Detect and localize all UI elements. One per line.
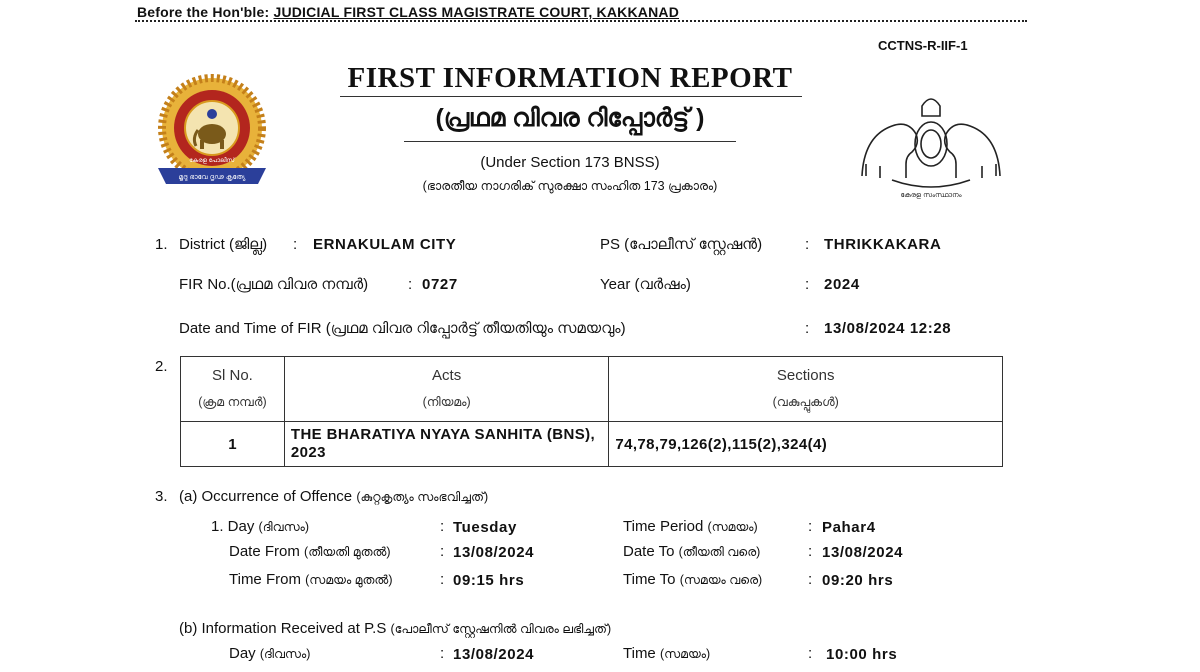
b-time-colon: : — [808, 645, 813, 662]
info-received-label: (b) Information Received at P.S — [179, 620, 387, 637]
fir-datetime-value: 13/08/2024 12:28 — [824, 320, 952, 337]
column-header-sections — [609, 357, 1003, 422]
acts-table-header — [181, 357, 1003, 422]
time-to-colon: : — [808, 571, 813, 588]
fir-colon: : — [408, 276, 413, 293]
column-acts-label: Acts — [432, 367, 462, 384]
date-to-label: Date To — [623, 543, 675, 560]
ps-value: THRIKKAKARA — [824, 236, 942, 253]
b-time-label-group — [623, 645, 710, 662]
occurrence-label: (a) Occurrence of Offence — [179, 488, 353, 505]
period-colon: : — [808, 518, 813, 535]
section-1-number: 1. — [155, 236, 168, 253]
court-prefix: Before the Hon'ble: — [137, 4, 270, 20]
info-received-label-ml: (പോലീസ് സ്റ്റേഷനിൽ വിവരം ലഭിച്ചത്) — [390, 622, 612, 636]
date-to-colon: : — [808, 543, 813, 560]
table-row — [181, 422, 1003, 467]
year-value: 2024 — [824, 276, 860, 293]
period-label-group — [623, 518, 758, 535]
form-code: CCTNS-R-IIF-1 — [878, 38, 968, 53]
date-from-value: 13/08/2024 — [453, 544, 535, 561]
title-ml-underline — [404, 141, 736, 142]
occurrence-label-ml: (കുറ്റകൃത്യം സംഭവിച്ചത്) — [356, 490, 489, 504]
dotted-divider — [135, 20, 1027, 22]
under-section-ml: (ഭാരതീയ നാഗരിക് സുരക്ഷാ സംഹിത 173 പ്രകാരം) — [422, 179, 718, 193]
day-colon: : — [440, 518, 445, 535]
under-section: (Under Section 173 BNSS) — [480, 154, 660, 171]
day-label-ml: (ദിവസം) — [258, 520, 310, 534]
period-label-ml: (സമയം) — [707, 520, 758, 534]
date-to-value: 13/08/2024 — [822, 544, 904, 561]
row-slno: 1 — [181, 422, 285, 467]
day-label: 1. Day — [211, 518, 255, 535]
b-time-label: Time — [623, 645, 656, 662]
period-label: Time Period — [623, 518, 704, 535]
right-elephant-icon — [945, 124, 1000, 178]
date-from-label: Date From — [229, 543, 300, 560]
info-received-heading — [179, 620, 611, 637]
column-sections-label: Sections — [776, 367, 835, 384]
state-emblem — [852, 84, 1010, 202]
column-header-slno — [181, 357, 285, 422]
fir-datetime-colon: : — [805, 320, 810, 337]
b-day-value: 13/08/2024 — [453, 646, 535, 663]
day-label-group — [211, 518, 309, 535]
row-sections: 74,78,79,126(2),115(2),324(4) — [609, 422, 1003, 467]
period-value: Pahar4 — [822, 519, 876, 536]
b-day-label: Day — [229, 645, 256, 662]
left-elephant-icon — [862, 124, 917, 178]
date-to-label-ml: (തീയതി വരെ) — [678, 545, 761, 559]
district-colon: : — [293, 236, 298, 253]
fir-datetime-label: Date and Time of FIR (പ്രഥമ വിവര റിപ്പോർട്ട് തീയതിയും സമയവും) — [179, 320, 626, 337]
section-2-number: 2. — [155, 358, 168, 375]
b-day-label-group — [229, 645, 310, 662]
column-sections-label-ml: (വകുപ്പുകൾ) — [772, 395, 839, 409]
time-to-value: 09:20 hrs — [822, 572, 894, 589]
acts-table — [180, 356, 1003, 467]
year-label: Year (വർഷം) — [600, 276, 691, 293]
time-to-label-ml: (സമയം വരെ) — [679, 573, 763, 587]
column-slno-label-ml: (ക്രമ നമ്പർ) — [198, 395, 267, 409]
section-3-number: 3. — [155, 488, 168, 505]
court-name: JUDICIAL FIRST CLASS MAGISTRATE COURT, KAKKANAD — [273, 4, 680, 20]
date-from-label-group — [229, 543, 391, 560]
ashoka-lion-icon — [922, 99, 940, 116]
date-from-colon: : — [440, 543, 445, 560]
shield-icon — [915, 122, 947, 166]
time-from-value: 09:15 hrs — [453, 572, 525, 589]
district-value: ERNAKULAM CITY — [313, 236, 457, 253]
date-from-label-ml: (തീയതി മുതൽ) — [304, 545, 391, 559]
occurrence-heading — [179, 488, 488, 505]
date-to-label-group — [623, 543, 760, 560]
page-title-ml: (പ്രഥമ വിവര റിപ്പോർട്ട് ) — [435, 104, 705, 132]
b-time-value: 10:00 hrs — [826, 646, 898, 663]
title-underline — [340, 96, 802, 97]
column-slno-label: Sl No. — [212, 367, 253, 384]
emblem-caption: കേരള സംസ്ഥാനം — [900, 191, 962, 199]
b-day-colon: : — [440, 645, 445, 662]
row-act: THE BHARATIYA NYAYA SANHITA (BNS), 2023 — [284, 422, 608, 467]
time-to-label-group — [623, 571, 762, 588]
district-label: District (ജില്ല) — [179, 236, 268, 253]
fir-label: FIR No.(പ്രഥമ വിവര നമ്പർ) — [179, 276, 369, 293]
column-acts-label-ml: (നിയമം) — [422, 395, 471, 409]
b-time-label-ml: (സമയം) — [659, 647, 711, 661]
time-from-label-ml: (സമയം മുതൽ) — [305, 573, 393, 587]
time-to-label: Time To — [623, 571, 676, 588]
column-header-acts — [284, 357, 608, 422]
logo-text: കേരള പോലീസ് — [189, 157, 235, 164]
court-line — [137, 4, 679, 20]
year-colon: : — [805, 276, 810, 293]
time-from-label: Time From — [229, 571, 301, 588]
logo-motto: മൃദു ഭാവേ ദൃഢ കൃത്യേ — [178, 173, 246, 181]
b-day-label-ml: (ദിവസം) — [259, 647, 311, 661]
page-title: FIRST INFORMATION REPORT — [347, 62, 793, 94]
ps-label: PS (പോലീസ് സ്റ്റേഷൻ) — [600, 236, 763, 253]
time-from-label-group — [229, 571, 393, 588]
ps-colon: : — [805, 236, 810, 253]
fir-value: 0727 — [422, 276, 458, 293]
time-from-colon: : — [440, 571, 445, 588]
day-value: Tuesday — [453, 519, 517, 536]
